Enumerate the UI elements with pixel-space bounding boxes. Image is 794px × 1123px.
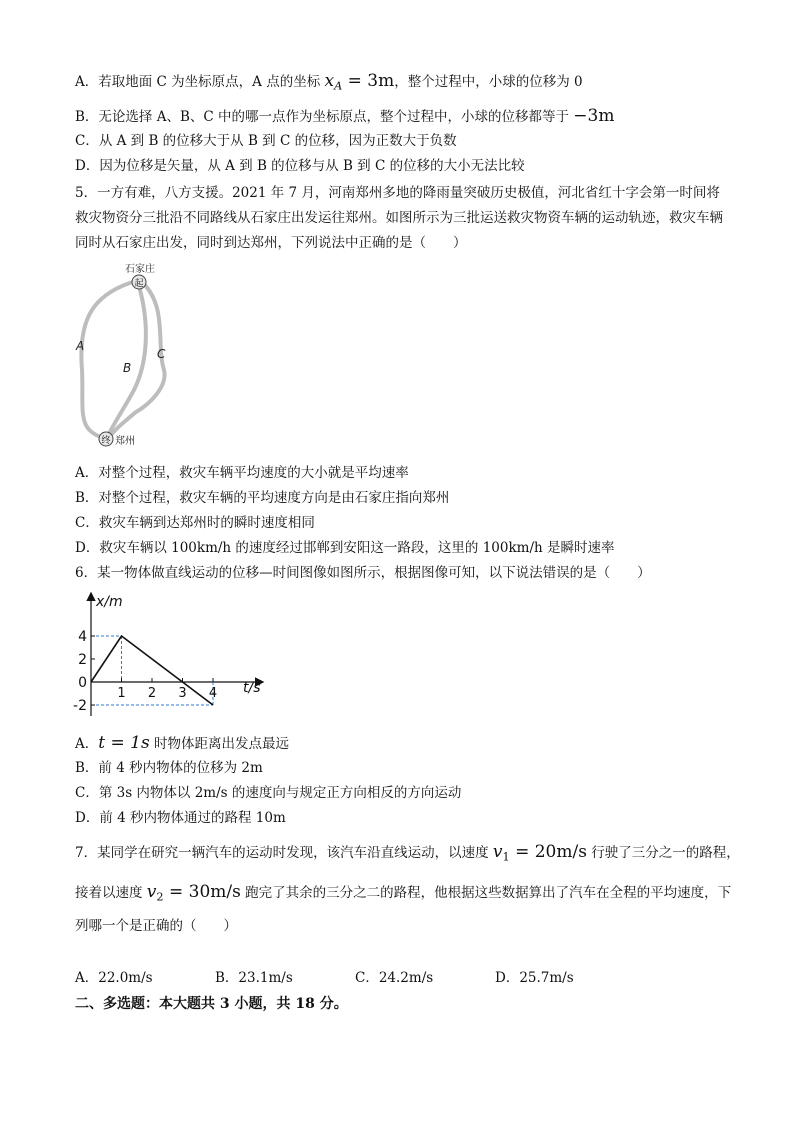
q4-b-val: −3m — [573, 106, 615, 126]
q5-option-c: C．救灾车辆到达郑州时的瞬时速度相同 — [75, 515, 315, 531]
q7-v1-val: = 20m/s — [509, 842, 587, 862]
end-marker-label: 终 — [101, 436, 111, 446]
q6-option-a — [75, 733, 289, 754]
q5-option-b: B．对整个过程，救灾车辆的平均速度方向是由石家庄指向郑州 — [75, 490, 450, 506]
q6-stem: 6．某一物体做直线运动的位移—时间图像如图所示，根据图像可知，以下说法错误的是（ ） — [75, 565, 651, 581]
y-axis-label: x/m — [96, 594, 123, 610]
x-tick-label-3: 3 — [178, 686, 187, 701]
start-city-label: 石家庄 — [125, 264, 155, 275]
q7-options — [75, 968, 635, 988]
q6-option-d: D．前 4 秒内物体通过的路程 10m — [75, 810, 286, 826]
q4-a-sub: A — [334, 79, 343, 93]
y-tick-label-0: 0 — [78, 675, 87, 691]
q6-a-val: t = 1s — [98, 733, 150, 753]
q7-v2-val: = 30m/s — [163, 882, 241, 902]
y-tick-label--2: -2 — [73, 698, 87, 714]
q7-v1-sub: 1 — [502, 850, 510, 864]
route-a-path — [81, 281, 136, 438]
q4-a-pre: A．若取地面 C 为坐标原点，A 点的坐标 — [75, 74, 325, 90]
q5-option-d: D．救灾车辆以 100km/h 的速度经过邯郸到安阳这一路段，这里的 100km/h 是瞬时速率 — [75, 540, 615, 556]
q5-stem: 5．一方有难，八方支援。2021 年 7 月，河南郑州多地的降雨量突破历史极值，河北省红十字会第一时间将救灾物资分三批沿不同路线从石家庄出发运往郑州。如图所示为三批运送救灾物资车辆的运动轨迹，救灾车辆同时从石家庄出发，同时到达郑州，下列说法中正确的是（ ） — [75, 185, 723, 251]
q4-a-post: ，整个过程中，小球的位移为 0 — [394, 74, 583, 90]
q7-option-b: B．23.1m/s — [215, 970, 293, 986]
q7-line2-post: 跑完了其余的三分之二的路程，他根据这些数据算出了汽车在全程的平均速度，下 — [240, 885, 732, 901]
q6-option-b: B．前 4 秒内物体的位移为 2m — [75, 760, 263, 776]
q7-line1-pre: 7．某同学在研究一辆汽车的运动时发现，该汽车沿直线运动，以速度 — [75, 845, 493, 861]
q4-a-val: = 3m — [342, 71, 395, 91]
x-tick-label-4: 4 — [208, 686, 218, 701]
x-tick-label-1: 1 — [117, 686, 126, 701]
start-marker-label: 起 — [134, 279, 144, 289]
y-tick-label-2: 2 — [78, 652, 87, 668]
q7-line-1 — [75, 842, 740, 868]
q7-line-2 — [75, 882, 731, 908]
q7-option-c: C．24.2m/s — [355, 970, 434, 986]
q7-v2-var: v — [146, 882, 157, 902]
q6-a-post: 时物体距离出发点最远 — [149, 736, 289, 752]
route-c-label: C — [157, 347, 166, 361]
route-a-label: A — [76, 339, 85, 353]
q4-option-d: D．因为位移是矢量，从 A 到 B 的位移与从 B 到 C 的位移的大小无法比较 — [75, 158, 525, 174]
q4-option-c: C．从 A 到 B 的位移大于从 B 到 C 的位移，因为正数大于负数 — [75, 133, 457, 149]
q6-option-c: C．第 3s 内物体以 2m/s 的速度向与规定正方向相反的方向运动 — [75, 785, 462, 801]
q5-option-a: A．对整个过程，救灾车辆平均速度的大小就是平均速率 — [75, 465, 409, 481]
q7-option-d: D．25.7m/s — [495, 970, 574, 986]
q4-option-b — [75, 106, 614, 127]
x-tick-label-2: 2 — [147, 686, 157, 701]
end-city-label: 郑州 — [115, 436, 135, 447]
q6-a-pre: A． — [75, 736, 99, 752]
q7-v2-sub: 2 — [156, 890, 164, 904]
route-b-label: B — [123, 361, 132, 375]
route-map-figure — [64, 262, 184, 452]
q7-line-3: 列哪一个是正确的（ ） — [75, 918, 237, 934]
section-2-heading: 二、多选题：本大题共 3 小题，共 18 分。 — [75, 996, 348, 1012]
y-tick-label-4: 4 — [78, 629, 87, 645]
q4-a-var: x — [324, 71, 335, 91]
q4-option-a — [75, 71, 583, 97]
q7-line2-pre: 接着以速度 — [75, 885, 147, 901]
q7-line1-post: 行驶了三分之一的路程， — [586, 845, 740, 861]
x-axis-label: t/s — [243, 680, 261, 696]
q7-v1-var: v — [492, 842, 503, 862]
q7-option-a: A．22.0m/s — [75, 970, 153, 986]
q4-b-text: B．无论选择 A、B、C 中的哪一点作为坐标原点，整个过程中，小球的位移都等于 — [75, 109, 574, 125]
xt-graph — [72, 588, 272, 720]
